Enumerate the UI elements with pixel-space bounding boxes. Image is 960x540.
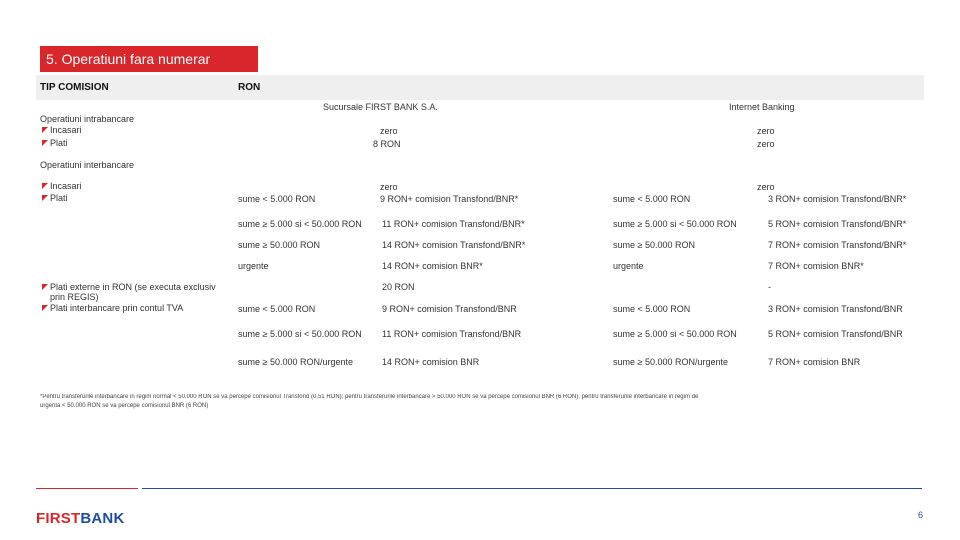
page-number: 6 [918, 510, 924, 520]
interbank-incasari-internet: zero [757, 182, 775, 192]
footer-divider-red [36, 488, 138, 489]
external-branch-fee: 20 RON [382, 282, 415, 292]
interbank-row-internet-range: sume ≥ 50.000 RON [613, 240, 695, 250]
tva-row-internet-fee: 3 RON+ comision Transfond/BNR [768, 304, 903, 314]
section-title: 5. Operatiuni fara numerar [40, 46, 258, 72]
interbank-row-branch-fee: 11 RON+ comision Transfond/BNR* [382, 219, 525, 229]
intrabank-incasari-internet: zero [757, 126, 775, 136]
subheader-branch: Sucursale FIRST BANK S.A. [323, 102, 438, 112]
intrabank-label: Operatiuni intrabancare [40, 114, 135, 124]
intrabank-incasari-branch: zero [380, 126, 398, 136]
bullet-icon [42, 183, 48, 189]
interbank-row-internet-fee: 7 RON+ comision BNR* [768, 261, 864, 271]
external-label-line2: prin REGIS) [50, 292, 99, 302]
interbank-row-branch-fee: 14 RON+ comision BNR* [382, 261, 483, 271]
subheader-internet: Internet Banking [729, 102, 795, 112]
intrabank-plati-branch: 8 RON [373, 139, 401, 149]
bullet-icon [42, 140, 48, 146]
interbank-row-branch-range: sume ≥ 5.000 si < 50.000 RON [238, 219, 362, 229]
tva-row-internet-range: sume ≥ 5.000 si < 50.000 RON [613, 329, 737, 339]
tva-row-branch-fee: 11 RON+ comision Transfond/BNR [382, 329, 522, 339]
logo-bank: BANK [80, 510, 125, 527]
interbank-row-branch-fee: 14 RON+ comision Transfond/BNR* [382, 240, 526, 250]
interbank-row-branch-fee: 9 RON+ comision Transfond/BNR* [380, 194, 519, 204]
bullet-icon [42, 284, 48, 290]
firstbank-logo [36, 510, 124, 527]
table-header-bar [36, 75, 924, 100]
tva-row-internet-fee: 7 RON+ comision BNR [768, 357, 861, 367]
intrabank-incasari-label: Incasari [50, 125, 82, 135]
column-header-ron: RON [238, 82, 261, 93]
tva-row-branch-range: sume ≥ 50.000 RON/urgente [238, 357, 354, 367]
interbank-row-internet-range: sume ≥ 5.000 si < 50.000 RON [613, 219, 737, 229]
logo-first: FIRST [36, 510, 81, 527]
tva-row-branch-fee: 14 RON+ comision BNR [382, 357, 480, 367]
interbank-row-internet-fee: 3 RON+ comision Transfond/BNR* [768, 194, 907, 204]
interbank-incasari-label: Incasari [50, 181, 82, 191]
tva-row-branch-fee: 9 RON+ comision Transfond/BNR [382, 304, 517, 314]
column-header-tip-comision: TIP COMISION [40, 82, 109, 93]
interbank-row-internet-range: urgente [613, 261, 644, 271]
interbank-row-internet-range: sume < 5.000 RON [613, 194, 691, 204]
footer-divider-blue [142, 488, 922, 489]
intrabank-plati-internet: zero [757, 139, 775, 149]
tva-row-branch-range: sume ≥ 5.000 si < 50.000 RON [238, 329, 362, 339]
interbank-row-branch-range: urgente [238, 261, 269, 271]
interbank-row-internet-fee: 5 RON+ comision Transfond/BNR* [768, 219, 907, 229]
interbank-row-branch-range: sume < 5.000 RON [238, 194, 316, 204]
bullet-icon [42, 305, 48, 311]
tva-row-internet-fee: 5 RON+ comision Transfond/BNR [768, 329, 903, 339]
tva-row-branch-range: sume < 5.000 RON [238, 304, 316, 314]
interbank-incasari-branch: zero [380, 182, 398, 192]
interbank-label: Operatiuni interbancare [40, 160, 135, 170]
bullet-icon [42, 127, 48, 133]
bullet-icon [42, 195, 48, 201]
tva-row-internet-range: sume ≥ 50.000 RON/urgente [613, 357, 729, 367]
external-internet-fee: - [768, 282, 771, 292]
interbank-row-branch-range: sume ≥ 50.000 RON [238, 240, 320, 250]
interbank-row-internet-fee: 7 RON+ comision Transfond/BNR* [768, 240, 907, 250]
intrabank-plati-label: Plati [50, 138, 68, 148]
tva-label: Plati interbancare prin contul TVA [50, 303, 184, 313]
external-label-line1: Plati externe in RON (se executa exclusiv [50, 282, 216, 292]
footnote-line1: *Pentru transferurile interbancare in regim normal < 50.000 RON se va percepe comisionul Transfond (0,51 RON); pentru transferurile interbancare > 50.000 RON se va percepe comisionul BNR (6 RON); pentru transferurile interbancare in regim de [40, 394, 699, 400]
tva-row-internet-range: sume < 5.000 RON [613, 304, 691, 314]
interbank-plati-label: Plati [50, 193, 68, 203]
footnote-line2: urgenta < 50.000 RON se va percepe comisionul BNR (6 RON) [40, 403, 209, 409]
